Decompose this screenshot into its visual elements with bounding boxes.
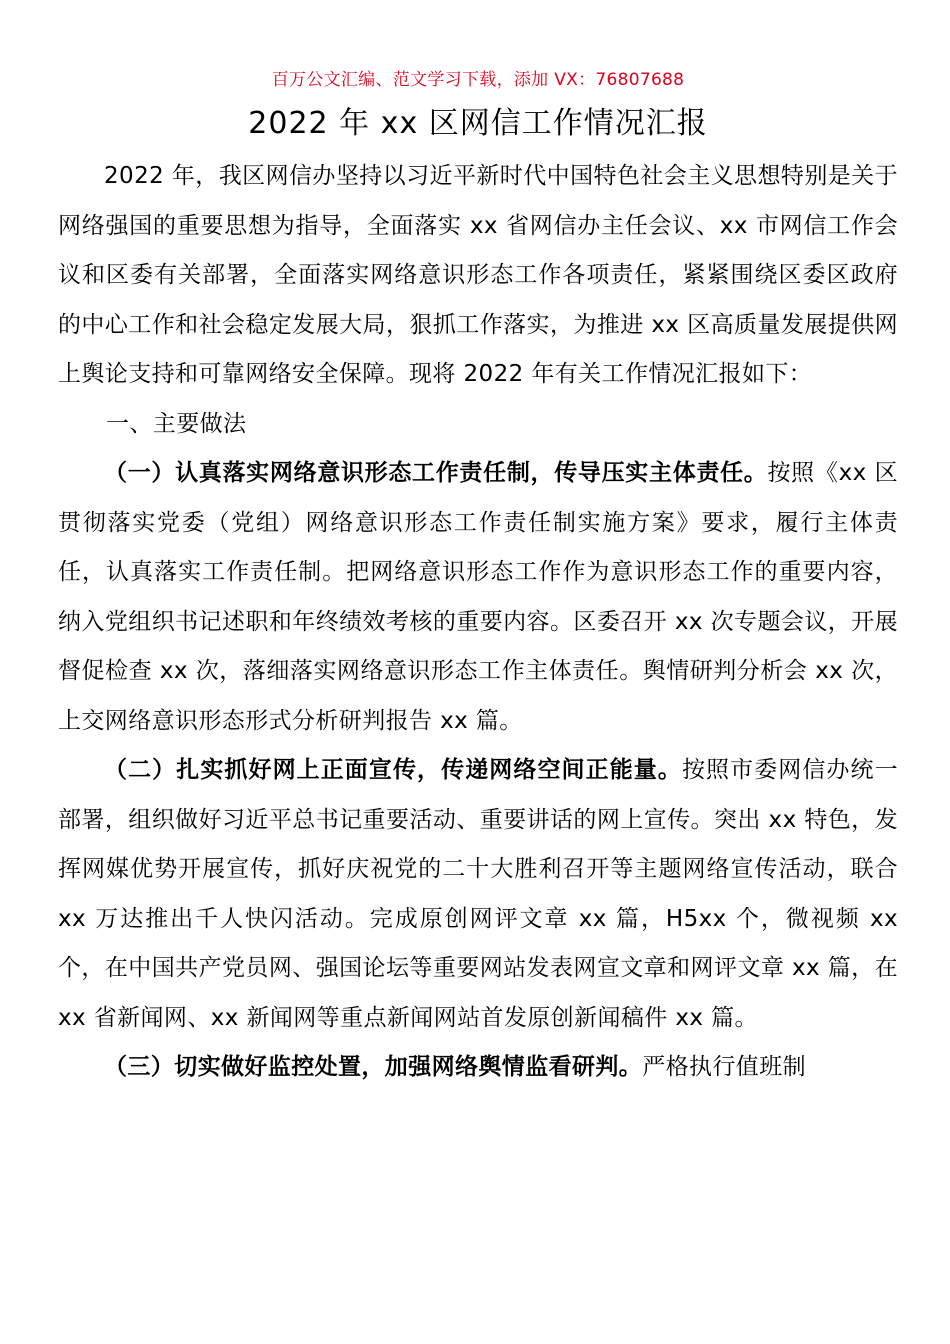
item-paragraph-1	[58, 449, 898, 746]
section-heading-main-practices: 一、主要做法	[106, 410, 247, 437]
document-page	[58, 66, 898, 1093]
item-body-2: 按照市委网信办统一部署，组织做好习近平总书记重要活动、重要讲话的网上宣传。突出 xx 特色，发挥网媒优势开展宣传，抓好庆祝党的二十大胜利召开等主题网络宣传活动，联合 xx 万达推出千人快闪活动。完成原创网评文章 xx 篇，H5xx 个，微视频 xx 个，在中国共产党员网、强国论坛等重要网站发表网宣文章和网评文章 xx 篇，在 xx 省新闻网、xx 新闻网等重点新闻网站首发原创新闻稿件 xx 篇。	[58, 757, 898, 1031]
item-lead-3: （三）切实做好监控处置，加强网络舆情监看研判。	[104, 1054, 643, 1080]
item-paragraph-2	[58, 746, 898, 1043]
watermark-banner: 百万公文汇编、范文学习下载，添加 VX：76807688	[271, 70, 685, 90]
item-body-3: 严格执行值班制	[642, 1054, 807, 1080]
item-paragraph-3	[58, 1043, 898, 1093]
item-body-1: 按照《xx 区贯彻落实党委（党组）网络意识形态工作责任制实施方案》要求，履行主体责任，认真落实工作责任制。把网络意识形态工作作为意识形态工作的重要内容，纳入党组织书记述职和年终绩效考核的重要内容。区委召开 xx 次专题会议，开展督促检查 xx 次，落细落实网络意识形态工作主体责任。舆情研判分析会 xx 次，上交网络意识形态形式分析研判报告 xx 篇。	[58, 460, 898, 734]
intro-paragraph: 2022 年，我区网信办坚持以习近平新时代中国特色社会主义思想特别是关于网络强国的重要思想为指导，全面落实 xx 省网信办主任会议、xx 市网信工作会议和区委有关部署，全面落实网络意识形态工作各项责任，紧紧围绕区委区政府的中心工作和社会稳定发展大局，狠抓工作落实，为推进 xx 区高质量发展提供网上舆论支持和可靠网络安全保障。现将 2022 年有关工作情况汇报如下：	[58, 163, 898, 387]
document-title: 2022 年 xx 区网信工作情况汇报	[248, 106, 708, 141]
item-lead-2: （二）扎实抓好网上正面宣传，传递网络空间正能量。	[104, 757, 682, 783]
item-lead-1: （一）认真落实网络意识形态工作责任制，传导压实主体责任。	[104, 460, 768, 486]
